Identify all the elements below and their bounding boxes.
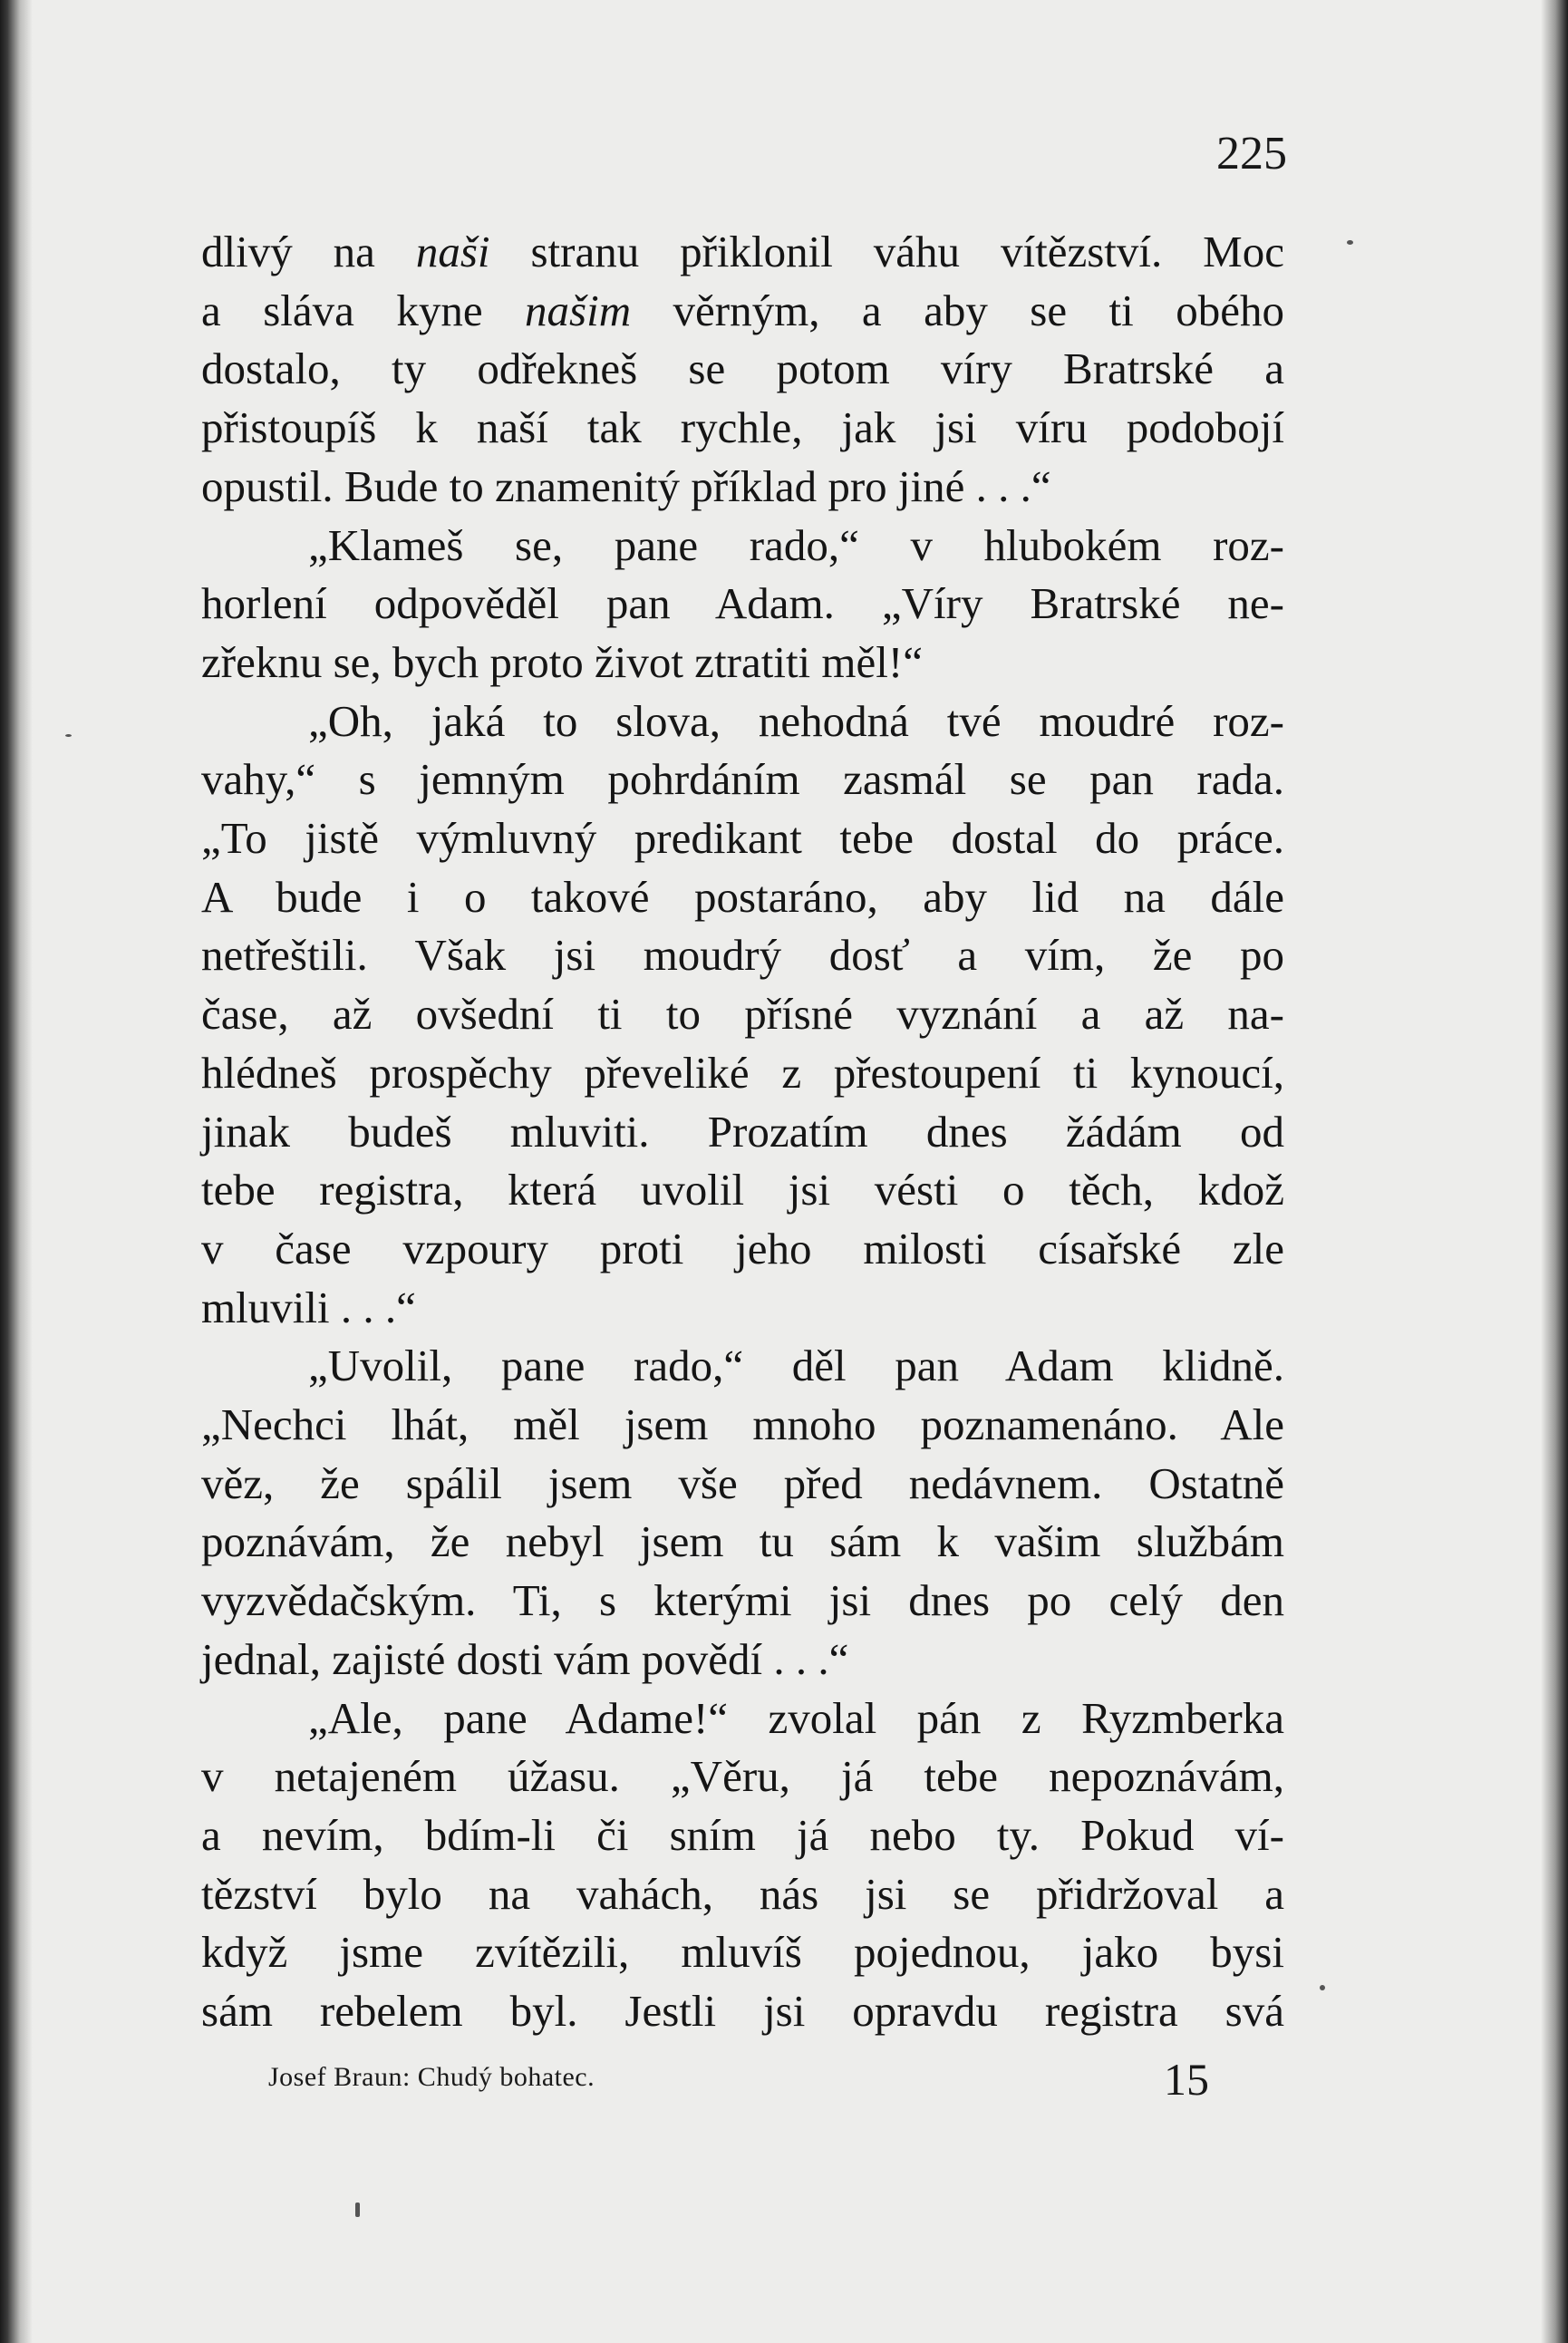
body-text	[201, 223, 1284, 2041]
text-segment: zřeknu se, bych proto život ztratiti měl!“	[201, 636, 923, 687]
text-segment: „To jistě výmluvný predikant tebe dostal do práce.	[201, 813, 1284, 864]
text-line	[201, 1103, 1284, 1162]
text-line	[201, 1044, 1284, 1103]
text-segment: jinak budeš mluviti. Prozatím dnes žádám od	[201, 1106, 1284, 1157]
text-line	[201, 750, 1284, 809]
italic-word: našim	[525, 285, 632, 335]
text-line	[201, 1982, 1284, 2041]
text-segment: „Uvolil, pane rado,“ děl pan Adam klidně.	[308, 1341, 1284, 1391]
text-segment: tězství bylo na vahách, nás jsi se přidržoval a	[201, 1868, 1284, 1919]
text-segment: „Ale, pane Adame!“ zvolal pán z Ryzmberka	[308, 1692, 1284, 1743]
text-segment: vahy,“ s jemným pohrdáním zasmál se pan rada.	[201, 754, 1284, 805]
paper-speck	[1347, 240, 1353, 245]
page-number: 225	[1216, 128, 1287, 179]
text-segment: dlivý na	[201, 227, 416, 276]
text-segment: přistoupíš k naší tak rychle, jak jsi víru podobojí	[201, 402, 1284, 453]
page-footer	[201, 2053, 1284, 2107]
text-line	[201, 223, 1284, 282]
text-line	[201, 1689, 1284, 1748]
text-line	[201, 1572, 1284, 1631]
text-segment: vyzvědačským. Ti, s kterými jsi dnes po celý den	[201, 1575, 1284, 1626]
text-line	[201, 575, 1284, 634]
text-segment: stranu přiklonil váhu vítězství. Moc	[489, 227, 1284, 276]
text-segment: a nevím, bdím-li či sním já nebo ty. Pokud ví-	[201, 1809, 1284, 1860]
text-line	[201, 1865, 1284, 1924]
text-segment: jednal, zajisté dosti vám povědí . . .“	[201, 1633, 849, 1684]
paper-speck	[65, 734, 72, 737]
text-line	[201, 634, 1284, 692]
page-binding-shadow	[0, 0, 33, 2343]
text-line	[201, 1806, 1284, 1865]
text-segment: mluvili . . .“	[201, 1282, 416, 1332]
text-line	[201, 985, 1284, 1044]
paper-speck	[1320, 1985, 1325, 1990]
text-segment: A bude i o takové postaráno, aby lid na dále	[201, 871, 1284, 922]
text-line	[201, 1396, 1284, 1455]
text-segment: v čase vzpoury proti jeho milosti císařské zle	[201, 1223, 1284, 1273]
text-line	[201, 1161, 1284, 1220]
text-line	[201, 1513, 1284, 1572]
text-segment: sám rebelem byl. Jestli jsi opravdu registra svá	[201, 1986, 1284, 2037]
text-segment: poznávám, že nebyl jsem tu sám k vašim službám	[201, 1516, 1284, 1567]
text-segment: věrným, a aby se ti obého	[631, 285, 1284, 335]
text-segment: dostalo, ty odřekneš se potom víry Bratrské a	[201, 344, 1284, 394]
printer-signature: Josef Braun: Chudý bohatec.	[268, 2062, 595, 2092]
text-line	[201, 1337, 1284, 1396]
text-line	[201, 809, 1284, 868]
text-segment: věz, že spálil jsem vše před nedávnem. Ostatně	[201, 1457, 1284, 1508]
text-line	[201, 1748, 1284, 1806]
text-line	[201, 1455, 1284, 1514]
text-line	[201, 1631, 1284, 1689]
text-segment: „Klameš se, pane rado,“ v hlubokém roz-	[308, 519, 1284, 570]
sheet-number: 15	[1164, 2054, 1209, 2105]
text-line	[201, 340, 1284, 399]
text-segment: čase, až ovšední ti to přísné vyznání a až na-	[201, 989, 1284, 1040]
italic-word: naši	[415, 227, 490, 276]
paper-speck	[355, 2203, 360, 2217]
text-line	[201, 1923, 1284, 1982]
text-segment: „Oh, jaká to slova, nehodná tvé moudré roz-	[308, 695, 1284, 746]
text-line	[201, 868, 1284, 927]
text-line	[201, 399, 1284, 458]
text-line	[201, 1279, 1284, 1338]
page-edge-shadow	[1541, 0, 1568, 2343]
text-line	[201, 926, 1284, 985]
text-segment: opustil. Bude to znamenitý příklad pro jiné . . .“	[201, 460, 1051, 511]
text-line	[201, 458, 1284, 517]
text-line	[201, 692, 1284, 751]
text-segment: netřeštili. Však jsi moudrý dosť a vím, že po	[201, 930, 1284, 981]
text-line	[201, 1220, 1284, 1279]
text-segment: když jsme zvítězili, mluvíš pojednou, jako bysi	[201, 1927, 1284, 1978]
text-segment: tebe registra, která uvolil jsi vésti o těch, kdož	[201, 1165, 1284, 1215]
text-line	[201, 517, 1284, 576]
text-segment: horlení odpověděl pan Adam. „Víry Bratrské ne-	[201, 578, 1284, 629]
text-line	[201, 282, 1284, 341]
text-segment: „Nechci lhát, měl jsem mnoho poznamenáno. Ale	[201, 1399, 1284, 1450]
text-segment: a sláva kyne	[201, 285, 526, 335]
text-segment: v netajeném úžasu. „Věru, já tebe nepoznávám,	[201, 1751, 1284, 1802]
text-segment: hlédneš prospěchy převeliké z přestoupení ti kynoucí,	[201, 1047, 1284, 1098]
